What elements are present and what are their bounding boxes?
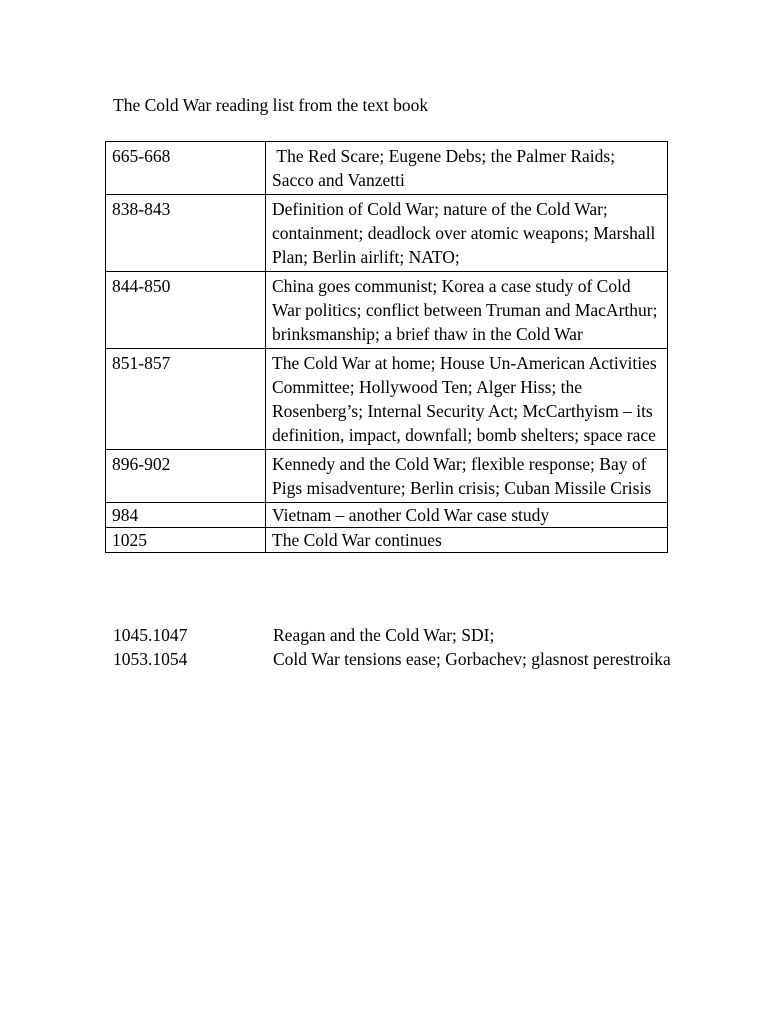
page-range-cell: 1025 xyxy=(106,528,266,553)
page-title: The Cold War reading list from the text book xyxy=(113,95,429,115)
page-range-cell: 896-902 xyxy=(106,450,266,503)
page-range-cell: 851-857 xyxy=(106,349,266,450)
list-item xyxy=(113,623,673,647)
topics-cell: China goes communist; Korea a case study of Cold War politics; conflict between Truman and MacArthur; brinksmanship; a brief thaw in the Cold War xyxy=(266,272,668,349)
page-range-cell: 665-668 xyxy=(106,142,266,195)
table-row xyxy=(106,528,668,553)
page-range-cell: 984 xyxy=(106,503,266,528)
topics-cell: The Cold War continues xyxy=(266,528,668,553)
table-row xyxy=(106,142,668,195)
reading-list-table xyxy=(105,141,668,553)
table-row xyxy=(106,272,668,349)
table-row xyxy=(106,503,668,528)
topics: Cold War tensions ease; Gorbachev; glasnost perestroika xyxy=(273,649,671,669)
topics-cell: The Cold War at home; House Un-American Activities Committee; Hollywood Ten; Alger Hiss; the Rosenberg’s; Internal Security Act; McCarthyism – its definition, impact, downfall; bomb shelters; space race xyxy=(266,349,668,450)
topics: Reagan and the Cold War; SDI; xyxy=(273,625,495,645)
topics-cell: Kennedy and the Cold War; flexible response; Bay of Pigs misadventure; Berlin crisis; Cuban Missile Crisis xyxy=(266,450,668,503)
page-range: 1045.1047 xyxy=(113,625,188,645)
topics-cell: Definition of Cold War; nature of the Cold War; containment; deadlock over atomic weapons; Marshall Plan; Berlin airlift; NATO; xyxy=(266,195,668,272)
page-range: 1053.1054 xyxy=(113,649,188,669)
topics-cell: The Red Scare; Eugene Debs; the Palmer Raids; Sacco and Vanzetti xyxy=(266,142,668,195)
untabled-reading-list xyxy=(113,623,673,671)
list-item xyxy=(113,647,673,671)
page-range-cell: 838-843 xyxy=(106,195,266,272)
topics-cell: Vietnam – another Cold War case study xyxy=(266,503,668,528)
page-range-cell: 844-850 xyxy=(106,272,266,349)
table-row xyxy=(106,195,668,272)
table-row xyxy=(106,450,668,503)
table-row xyxy=(106,349,668,450)
